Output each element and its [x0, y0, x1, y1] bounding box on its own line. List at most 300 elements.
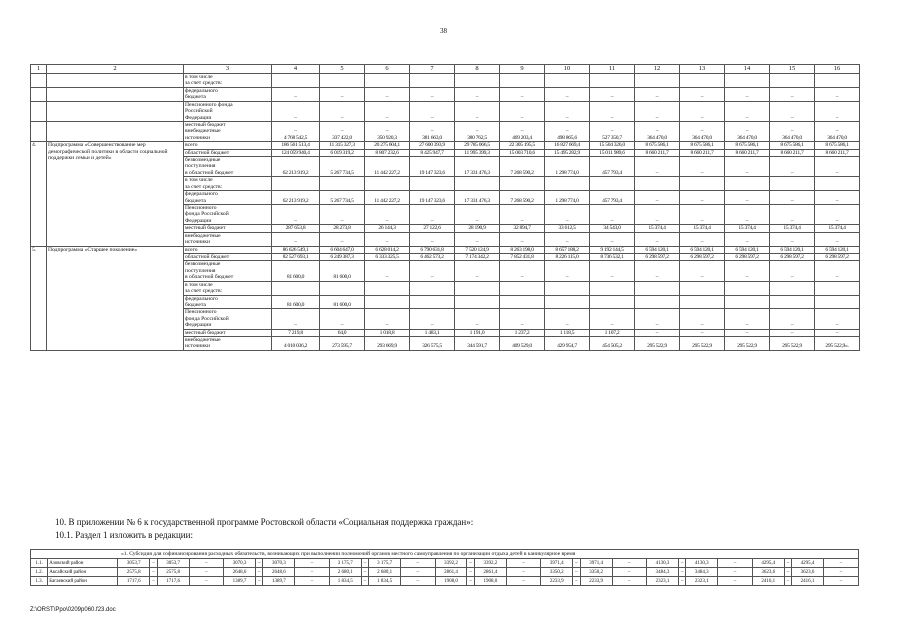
subsidy-value-cell: 4295,4: [792, 559, 824, 568]
amount-cell: [545, 74, 590, 88]
subsidy-value-cell: –: [150, 577, 157, 586]
funding-source-cell: внебюджетные источники: [184, 232, 272, 246]
amount-cell: [770, 281, 815, 295]
amount-cell: – 364 470,0: [815, 121, 860, 141]
subsidy-value-cell: –: [506, 559, 540, 568]
amount-cell: 8 660 211,7: [725, 149, 770, 156]
amount-cell: [500, 295, 545, 309]
funding-source-cell: в том числе за счет средств:: [184, 74, 272, 88]
subsidy-value-cell: 3971,4: [541, 559, 573, 568]
subsidy-value-cell: –: [573, 577, 580, 586]
amount-cell: 7 268 590,2: [500, 157, 545, 177]
amount-cell: [320, 74, 365, 88]
subsidy-value-cell: –: [295, 568, 329, 577]
table-row: [31, 87, 860, 101]
amount-cell: [815, 74, 860, 88]
amount-cell: –: [680, 191, 725, 205]
amount-cell: [545, 281, 590, 295]
subsidy-value-cell: –: [824, 559, 859, 568]
amount-cell: [635, 74, 680, 88]
amount-cell: –: [455, 205, 500, 225]
row-number-cell: 5.: [31, 246, 47, 350]
amount-cell: –: [545, 87, 590, 101]
amount-cell: [680, 295, 725, 309]
amount-cell: –: [365, 261, 410, 281]
subsidy-value-cell: –: [506, 577, 540, 586]
amount-cell: – 381 663,0: [410, 121, 455, 141]
amount-cell: – 337 422,0: [320, 121, 365, 141]
subsidy-row-number: 1.2.: [31, 568, 48, 577]
subsidy-value-cell: –: [361, 559, 368, 568]
amount-cell: –: [770, 232, 815, 246]
amount-cell: –: [590, 101, 635, 121]
row-number-cell: [31, 101, 47, 121]
amount-cell: 1 118,5: [545, 329, 590, 336]
subsidy-value-cell: 2648,6: [263, 568, 295, 577]
amount-cell: –: [365, 309, 410, 329]
amount-cell: 8 660 211,7: [680, 149, 725, 156]
row-name-cell: [47, 121, 184, 141]
amount-cell: [455, 177, 500, 191]
subsidy-value-cell: –: [150, 559, 157, 568]
subsidy-value-cell: 2 680,1: [329, 568, 361, 577]
amount-cell: 15 374,4: [680, 225, 725, 232]
amount-cell: [725, 74, 770, 88]
subsidy-value-cell: –: [784, 568, 791, 577]
amount-cell: 454 505,2: [590, 337, 635, 351]
subsidy-value-cell: –: [718, 559, 752, 568]
amount-cell: 8 657 188,2: [545, 246, 590, 253]
amount-cell: –: [770, 101, 815, 121]
amount-cell: [410, 281, 455, 295]
funding-source-cell: местный бюджет: [184, 329, 272, 336]
subsidy-value-cell: –: [361, 568, 368, 577]
amount-cell: 6 298 597,2: [770, 253, 815, 260]
row-name-cell: [47, 101, 184, 121]
amount-cell: – 350 920,3: [365, 121, 410, 141]
amount-cell: –: [320, 101, 365, 121]
amount-cell: 17 331 476,3: [455, 191, 500, 205]
funding-source-cell: местный бюджет внебюджетные источники: [184, 121, 272, 141]
amount-cell: [365, 295, 410, 309]
amount-cell: 15 011 989,6: [590, 149, 635, 156]
subsidy-value-cell: 1 834,5: [369, 577, 401, 586]
subsidy-value-cell: 3623,6: [792, 568, 824, 577]
subsidy-value-cell: –: [256, 568, 263, 577]
amount-cell: 11 995 399,3: [455, 149, 500, 156]
amount-cell: [725, 295, 770, 309]
amount-cell: [770, 177, 815, 191]
amount-cell: –: [410, 101, 455, 121]
amount-cell: –: [500, 205, 545, 225]
amount-cell: [365, 281, 410, 295]
amount-cell: 81 600,0: [272, 261, 320, 281]
amount-cell: –: [635, 329, 680, 336]
amount-cell: 8 736 532,1: [590, 253, 635, 260]
amount-cell: –: [455, 232, 500, 246]
amount-cell: 295 522,9».: [815, 337, 860, 351]
amount-cell: 1 298 774,0: [545, 157, 590, 177]
amount-cell: 295 522,9: [635, 337, 680, 351]
amount-cell: –: [680, 101, 725, 121]
funding-source-cell: федерального бюджета: [184, 87, 272, 101]
subsidy-value-cell: –: [678, 568, 685, 577]
amount-cell: 6 298 597,2: [680, 253, 725, 260]
amount-cell: 6 628 014,2: [365, 246, 410, 253]
subsidy-value-cell: 3350,2: [541, 568, 573, 577]
amount-cell: 6 019 319,2: [320, 149, 365, 156]
subsidy-value-cell: 2416,1: [792, 577, 824, 586]
amount-cell: 124 059 940,4: [272, 149, 320, 156]
amount-cell: 17 331 476,3: [455, 157, 500, 177]
amount-cell: 82 527 693,1: [272, 253, 320, 260]
amount-cell: 6 594 120,1: [635, 246, 680, 253]
amount-cell: –: [635, 205, 680, 225]
amount-cell: 8 675 586,1: [770, 142, 815, 149]
subsidy-value-cell: 2323,1: [646, 577, 678, 586]
amount-cell: –: [545, 205, 590, 225]
amount-cell: 186 561 513,4: [272, 142, 320, 149]
funding-source-cell: безвозмездные поступления в областной бюджет: [184, 261, 272, 281]
subsidy-value-cell: –: [784, 559, 791, 568]
funding-source-cell: областной бюджет: [184, 253, 272, 260]
amount-cell: –: [635, 232, 680, 246]
header-cell: 13: [680, 65, 725, 74]
amount-cell: 19 147 323,6: [410, 157, 455, 177]
funding-source-cell: внебюджетные источники: [184, 337, 272, 351]
funding-source-cell: Пенсионного фонда Российской Федерации: [184, 309, 272, 329]
amount-cell: 295 522,9: [770, 337, 815, 351]
amount-cell: [815, 281, 860, 295]
amount-cell: –: [320, 232, 365, 246]
section-10-1-text: 10.1. Раздел 1 изложить в редакции:: [55, 530, 193, 540]
amount-cell: [770, 74, 815, 88]
amount-cell: [590, 177, 635, 191]
amount-cell: 11 442 227,2: [365, 157, 410, 177]
amount-cell: 7 174 342,2: [455, 253, 500, 260]
subsidy-value-cell: 2575,8: [118, 568, 150, 577]
amount-cell: 16 827 669,4: [545, 142, 590, 149]
amount-cell: –: [272, 87, 320, 101]
amount-cell: 5 267 734,5: [320, 157, 365, 177]
amount-cell: 8 226 115,0: [545, 253, 590, 260]
subsidy-value-cell: 1717,6: [118, 577, 150, 586]
amount-cell: [410, 177, 455, 191]
amount-cell: –: [725, 191, 770, 205]
amount-cell: –: [320, 87, 365, 101]
amount-cell: –: [680, 205, 725, 225]
amount-cell: –: [320, 205, 365, 225]
amount-cell: 8 660 211,7: [635, 149, 680, 156]
amount-cell: [410, 74, 455, 88]
amount-cell: 1 237,2: [500, 329, 545, 336]
amount-cell: –: [545, 261, 590, 281]
amount-cell: 6 594 120,1: [815, 246, 860, 253]
header-cell: 4: [272, 65, 320, 74]
header-cell: 16: [815, 65, 860, 74]
amount-cell: 6 298 597,2: [815, 253, 860, 260]
amount-cell: 8 675 586,1: [725, 142, 770, 149]
district-name: Багаевский район: [48, 577, 118, 586]
amount-cell: 33 612,5: [545, 225, 590, 232]
amount-cell: 1 018,8: [365, 329, 410, 336]
amount-cell: –: [815, 191, 860, 205]
subsidy-value-cell: –: [573, 559, 580, 568]
amount-cell: –: [635, 309, 680, 329]
amount-cell: –: [455, 87, 500, 101]
amount-cell: 326 575,5: [410, 337, 455, 351]
amount-cell: –: [410, 309, 455, 329]
subsidy-value-cell: 2233,9: [541, 577, 573, 586]
amount-cell: –: [815, 232, 860, 246]
amount-cell: –: [455, 261, 500, 281]
header-cell: 10: [545, 65, 590, 74]
subsidy-value-cell: –: [612, 559, 646, 568]
amount-cell: 344 591,7: [455, 337, 500, 351]
amount-cell: – 380 762,5: [455, 121, 500, 141]
amount-cell: –: [635, 261, 680, 281]
row-name-cell: [47, 74, 184, 88]
amount-cell: 287 653,8: [272, 225, 320, 232]
header-cell: 11: [590, 65, 635, 74]
row-number-cell: [31, 121, 47, 141]
amount-cell: 293 669,9: [365, 337, 410, 351]
subsidy-value-cell: 2416,1: [752, 577, 784, 586]
amount-cell: 1 483,1: [410, 329, 455, 336]
table-row: [31, 246, 860, 253]
subsidy-value-cell: 3 175,7: [329, 559, 361, 568]
amount-cell: 34 543,0: [590, 225, 635, 232]
header-row: [31, 65, 860, 74]
subsidy-value-cell: 3070,3: [224, 559, 256, 568]
subsidy-value-cell: 3053,7: [157, 559, 189, 568]
amount-cell: [455, 295, 500, 309]
amount-cell: 29 785 066,5: [455, 142, 500, 149]
amount-cell: 8 660 211,7: [770, 149, 815, 156]
amount-cell: [320, 177, 365, 191]
subsidy-value-cell: –: [189, 559, 223, 568]
amount-cell: 6 462 573,2: [410, 253, 455, 260]
amount-cell: 6 249 387,3: [320, 253, 365, 260]
amount-cell: 6 594 120,1: [770, 246, 815, 253]
subsidy-value-cell: –: [150, 568, 157, 577]
amount-cell: 4 010 036,2: [272, 337, 320, 351]
amount-cell: –: [545, 232, 590, 246]
subsidy-value-cell: –: [573, 568, 580, 577]
amount-cell: –: [500, 261, 545, 281]
funding-source-cell: местный бюджет: [184, 225, 272, 232]
file-path: Z:\ORST\Ppo\0209p060.f23.doc: [30, 607, 116, 613]
subsidy-caption-row: [31, 550, 859, 559]
row-number-cell: 4.: [31, 142, 47, 246]
amount-cell: [635, 295, 680, 309]
amount-cell: 7 219,8: [272, 329, 320, 336]
amount-cell: 6 298 597,2: [635, 253, 680, 260]
subsidy-value-cell: 3053,7: [118, 559, 150, 568]
amount-cell: 64,0: [320, 329, 365, 336]
amount-cell: 9 192 144,5: [590, 246, 635, 253]
subsidy-value-cell: –: [718, 577, 752, 586]
subsidy-value-cell: 1908,0: [435, 577, 467, 586]
subsidy-row: [31, 577, 859, 586]
amount-cell: –: [635, 191, 680, 205]
funding-source-cell: федерального бюджета: [184, 295, 272, 309]
subsidy-value-cell: 4130,3: [646, 559, 678, 568]
amount-cell: –: [365, 232, 410, 246]
header-cell: 9: [500, 65, 545, 74]
amount-cell: –: [770, 191, 815, 205]
amount-cell: –: [545, 101, 590, 121]
subsidy-row: [31, 559, 859, 568]
amount-cell: – 498 865,6: [545, 121, 590, 141]
amount-cell: –: [725, 87, 770, 101]
amount-cell: 32 894,7: [500, 225, 545, 232]
subsidy-value-cell: 2323,1: [686, 577, 718, 586]
subsidy-value-cell: –: [467, 559, 474, 568]
amount-cell: [455, 281, 500, 295]
amount-cell: –: [770, 205, 815, 225]
subsidy-value-cell: 4130,3: [686, 559, 718, 568]
subsidy-value-cell: 3484,3: [646, 568, 678, 577]
subsidy-value-cell: 3 175,7: [369, 559, 401, 568]
subsidy-value-cell: –: [361, 577, 368, 586]
funding-source-cell: Пенсионного фонда Российской Федерации: [184, 205, 272, 225]
subsidy-value-cell: –: [678, 559, 685, 568]
section-10-text: 10. В приложении № 6 к государственной программе Ростовской области «Социальная поддержка граждан»:: [55, 517, 474, 527]
subprogram-name-cell: Подпрограмма «Старшее поколение»: [47, 246, 184, 350]
subsidy-value-cell: 3623,6: [752, 568, 784, 577]
subsidy-value-cell: –: [256, 577, 263, 586]
row-name-cell: [47, 87, 184, 101]
subsidy-value-cell: –: [824, 568, 859, 577]
amount-cell: – 4 768 542,5: [272, 121, 320, 141]
amount-cell: –: [590, 232, 635, 246]
subsidy-value-cell: 2 680,1: [369, 568, 401, 577]
subsidy-value-cell: –: [401, 559, 435, 568]
amount-cell: –: [365, 101, 410, 121]
amount-cell: [365, 177, 410, 191]
subprogram-name-cell: Подпрограмма «Совершенствование мер демографической политики в области социальной поддержки семьи и детей»: [47, 142, 184, 246]
funding-source-cell: федерального бюджета: [184, 191, 272, 205]
amount-cell: –: [815, 329, 860, 336]
amount-cell: 15 374,4: [815, 225, 860, 232]
subsidy-value-cell: 3392,2: [435, 559, 467, 568]
amount-cell: [590, 74, 635, 88]
amount-cell: –: [680, 232, 725, 246]
header-cell: 7: [410, 65, 455, 74]
amount-cell: [320, 281, 365, 295]
subsidy-value-cell: –: [401, 577, 435, 586]
subsidy-value-cell: 3070,3: [263, 559, 295, 568]
amount-cell: 27 122,6: [410, 225, 455, 232]
amount-cell: –: [725, 261, 770, 281]
amount-cell: 19 147 323,6: [410, 191, 455, 205]
amount-cell: –: [770, 157, 815, 177]
amount-cell: 28 273,8: [320, 225, 365, 232]
header-cell: 5: [320, 65, 365, 74]
amount-cell: – 364 470,0: [680, 121, 725, 141]
subsidy-value-cell: –: [612, 568, 646, 577]
subsidy-row-number: 1.3.: [31, 577, 48, 586]
subsidy-value-cell: 2648,6: [224, 568, 256, 577]
amount-cell: –: [680, 87, 725, 101]
amount-cell: 409 529,0: [500, 337, 545, 351]
amount-cell: [500, 74, 545, 88]
amount-cell: 15 374,4: [770, 225, 815, 232]
subsidy-value-cell: 4295,4: [752, 559, 784, 568]
subsidy-value-cell: –: [467, 577, 474, 586]
amount-cell: 8 675 586,1: [680, 142, 725, 149]
amount-cell: [455, 74, 500, 88]
amount-cell: –: [272, 101, 320, 121]
subsidy-value-cell: –: [189, 577, 223, 586]
amount-cell: – 364 470,0: [635, 121, 680, 141]
amount-cell: 295 522,9: [725, 337, 770, 351]
amount-cell: 8 263 198,0: [500, 246, 545, 253]
amount-cell: 27 600 393,9: [410, 142, 455, 149]
amount-cell: –: [365, 87, 410, 101]
amount-cell: –: [815, 205, 860, 225]
table-row: [31, 101, 860, 121]
amount-cell: 5 267 734,5: [320, 191, 365, 205]
amount-cell: 8 675 586,1: [815, 142, 860, 149]
subsidy-value-cell: –: [824, 577, 859, 586]
subsidy-value-cell: –: [678, 577, 685, 586]
amount-cell: – 469 203,4: [500, 121, 545, 141]
amount-cell: –: [680, 157, 725, 177]
subsidy-row: [31, 568, 859, 577]
amount-cell: [590, 295, 635, 309]
subsidy-table: [30, 549, 859, 586]
header-cell: 8: [455, 65, 500, 74]
amount-cell: 62 213 919,2: [272, 157, 320, 177]
funding-source-cell: всего: [184, 142, 272, 149]
subsidy-value-cell: –: [784, 577, 791, 586]
table-row: [31, 142, 860, 149]
amount-cell: –: [590, 261, 635, 281]
amount-cell: 295 522,9: [680, 337, 725, 351]
amount-cell: [410, 295, 455, 309]
amount-cell: 6 298 597,2: [725, 253, 770, 260]
subsidy-value-cell: 3350,2: [580, 568, 612, 577]
amount-cell: 20 275 604,1: [365, 142, 410, 149]
subsidy-value-cell: –: [295, 559, 329, 568]
amount-cell: –: [815, 101, 860, 121]
amount-cell: [545, 177, 590, 191]
amount-cell: –: [725, 205, 770, 225]
amount-cell: –: [320, 309, 365, 329]
amount-cell: 26 144,3: [365, 225, 410, 232]
amount-cell: –: [500, 101, 545, 121]
subsidy-value-cell: –: [612, 577, 646, 586]
amount-cell: [500, 281, 545, 295]
amount-cell: [680, 281, 725, 295]
amount-cell: –: [500, 232, 545, 246]
funding-source-cell: безвозмездные поступления в областной бюджет: [184, 157, 272, 177]
subsidy-value-cell: 1 834,5: [329, 577, 361, 586]
subsidy-value-cell: –: [718, 568, 752, 577]
subsidy-value-cell: 1389,7: [224, 577, 256, 586]
subsidy-value-cell: 1908,0: [474, 577, 506, 586]
amount-cell: –: [410, 205, 455, 225]
amount-cell: – 364 470,0: [770, 121, 815, 141]
row-number-cell: [31, 74, 47, 88]
amount-cell: 15 495 282,9: [545, 149, 590, 156]
amount-cell: 429 954,7: [545, 337, 590, 351]
amount-cell: 8 660 211,7: [815, 149, 860, 156]
subsidy-value-cell: 2233,9: [580, 577, 612, 586]
amount-cell: [272, 281, 320, 295]
